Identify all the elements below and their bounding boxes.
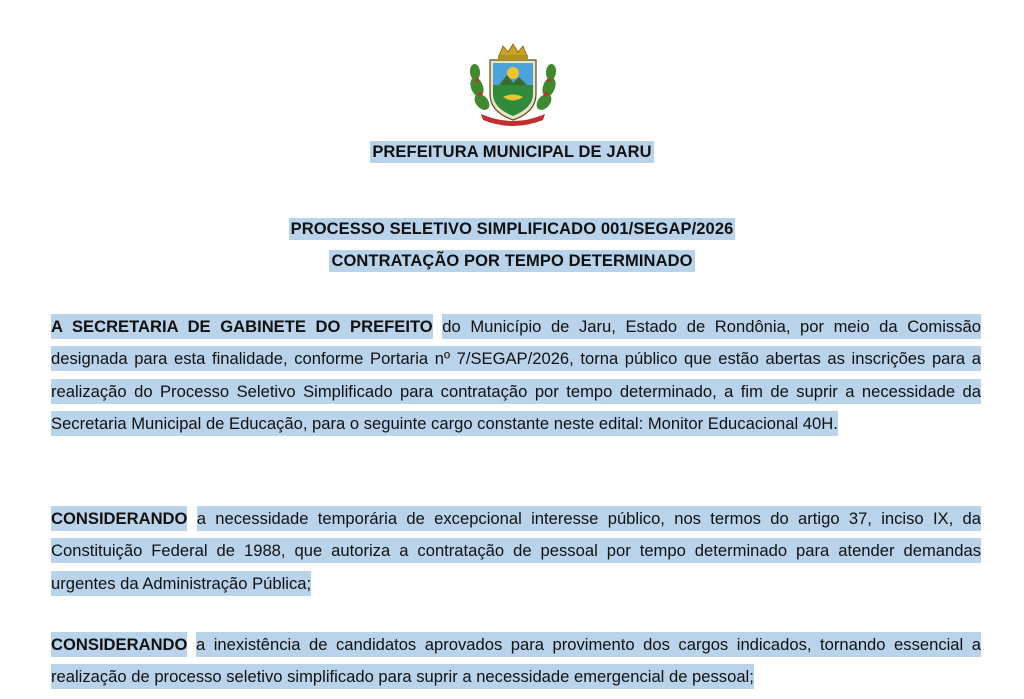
contract-heading <box>0 252 1024 271</box>
contract-subtitle: CONTRATAÇÃO POR TEMPO DETERMINADO <box>331 252 693 270</box>
process-heading <box>0 220 1024 239</box>
coat-of-arms-logo <box>463 42 563 126</box>
paragraph-body: a necessidade temporária de excepcional interesse público, nos termos do artigo 37, inciso IX, da Constituição Federal de 1988, que autoriza a contratação de pessoal por tempo determinado para atender demandas urgentes da Administração Pública; <box>51 506 981 596</box>
paragraph-lead: A SECRETARIA DE GABINETE DO PREFEITO <box>51 317 433 336</box>
process-title: PROCESSO SELETIVO SIMPLIFICADO 001/SEGAP/2026 <box>290 220 734 238</box>
paragraph-considerando-1 <box>51 503 981 600</box>
paragraph-considerando-2 <box>51 629 981 694</box>
paragraph-lead: CONSIDERANDO <box>51 635 188 654</box>
org-heading <box>0 143 1024 162</box>
paragraph-body: do Município de Jaru, Estado de Rondônia, por meio da Comissão designada para esta finalidade, conforme Portaria nº 7/SEGAP/2026, torna público que estão abertas as inscrições para a realização do Processo Seletivo Simplificado para contratação por tempo determinado, a fim de suprir a necessidade da Secretaria Municipal de Educação, para o seguinte cargo constante neste edital: Monitor Educacional 40H. <box>51 314 981 436</box>
org-name: PREFEITURA MUNICIPAL DE JARU <box>372 143 652 161</box>
paragraph-lead: CONSIDERANDO <box>51 509 188 528</box>
paragraph-intro <box>51 311 981 440</box>
paragraph-body: a inexistência de candidatos aprovados para provimento dos cargos indicados, tornando essencial a realização de processo seletivo simplificado para suprir a necessidade emergencial de pessoal; <box>51 632 981 689</box>
